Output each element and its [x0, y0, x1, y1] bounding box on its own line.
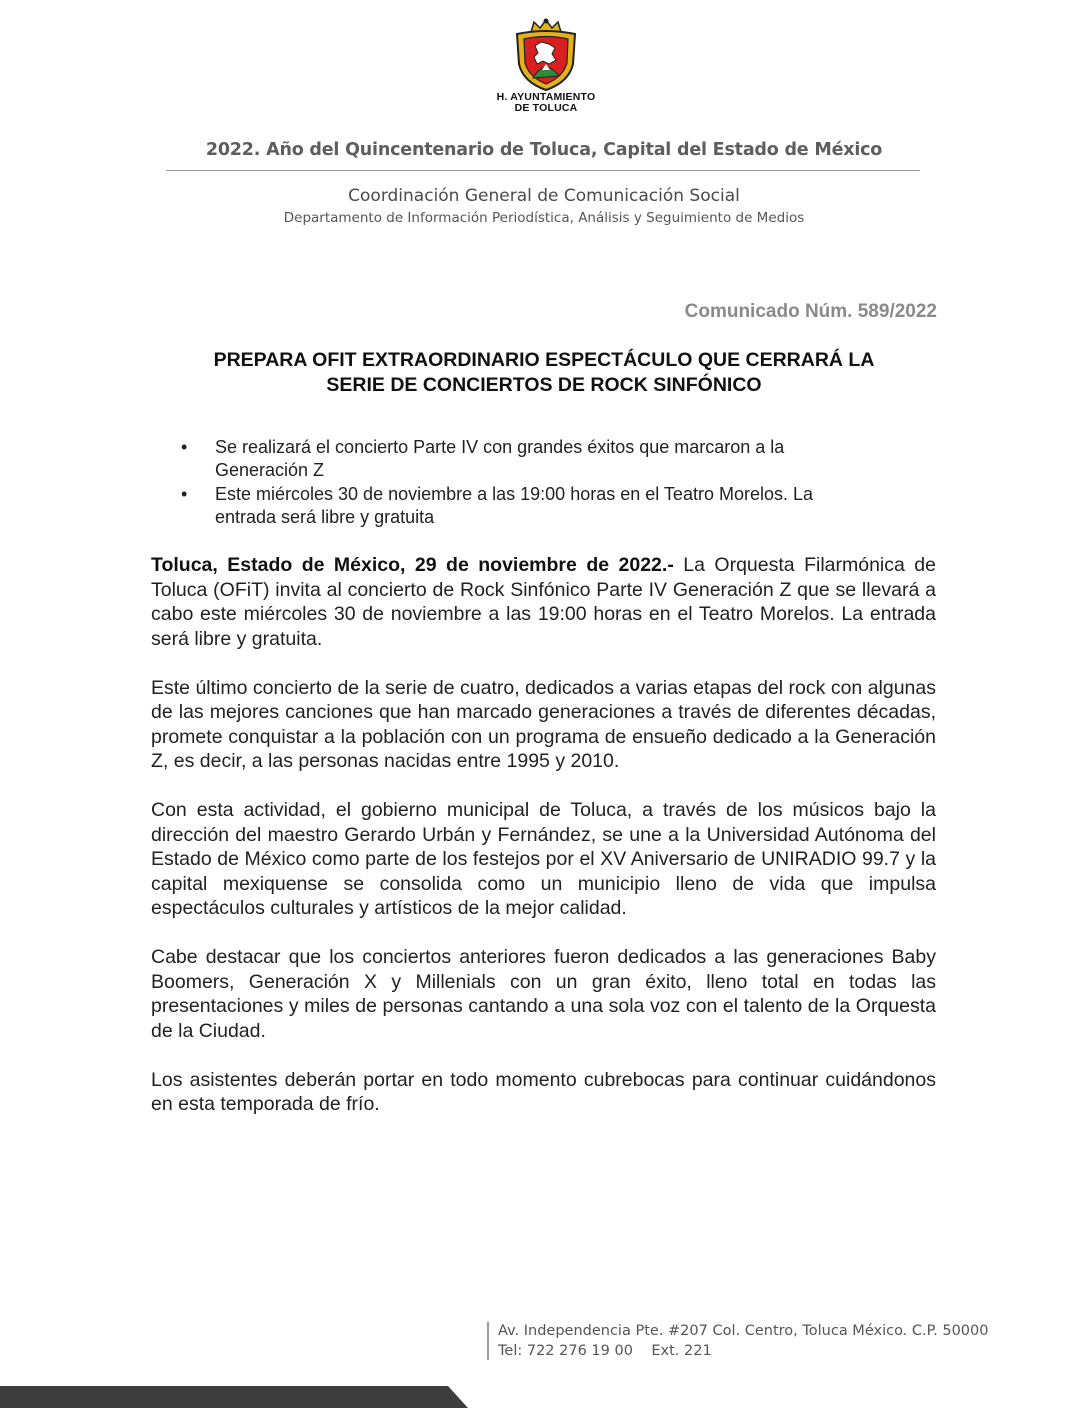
department-title: Departamento de Información Periodística, Análisis y Seguimiento de Medios — [283, 210, 805, 226]
summary-bullets — [0, 436, 1088, 530]
headline-line-2: SERIE DE CONCIERTOS DE ROCK SINFÓNICO — [326, 374, 762, 396]
footer-contact — [498, 1321, 988, 1361]
toluca-coat-of-arms-icon — [511, 18, 581, 92]
headline-line-1: PREPARA OFIT EXTRAORDINARIO ESPECTÁCULO QUE CERRARÁ LA — [213, 349, 875, 371]
paragraph-5: Los asistentes deberán portar en todo momento cubrebocas para continuar cuidándonos en esta temporada de frío. — [151, 1068, 936, 1115]
paragraph-1 — [151, 553, 936, 651]
bullet-dot-icon: • — [181, 484, 188, 504]
release-body — [151, 553, 936, 1141]
coordination-title: Coordinación General de Comunicación Social — [348, 186, 740, 206]
bullet-item — [0, 436, 875, 482]
paragraph-1-text: La Orquesta Filarmónica de Toluca (OFiT) invita al concierto de Rock Sinfónico Parte IV Generación Z que se llevará a cabo este miércoles 30 de noviembre a las 19:00 horas en el Teatro Morelos. La entrada será libre y gratuita. — [151, 554, 936, 650]
footer-band — [0, 1386, 470, 1408]
paragraph-4: Cabe destacar que los conciertos anteriores fueron dedicados a las generaciones Baby Boomers, Generación X y Millenials con un gran éxito, lleno total en todas las presentaciones y miles de personas cantando a una sola voz con el talento de la Orquesta de la Ciudad. — [151, 946, 936, 1042]
release-number: Comunicado Núm. 589/2022 — [684, 301, 937, 322]
year-motto: 2022. Año del Quincentenario de Toluca, Capital del Estado de México — [205, 140, 883, 160]
paragraph-3: Con esta actividad, el gobierno municipal de Toluca, a través de los músicos bajo la dirección del maestro Gerardo Urbán y Fernández, se une a la Universidad Autónoma del Estado de México como parte de los festejos por el XV Aniversario de UNIRADIO 99.7 y la capital mexiquense se consolida como un municipio lleno de vida que impulsa espectáculos culturales y artísticos de la mejor calidad. — [151, 799, 936, 919]
dateline: Toluca, Estado de México, 29 de noviembre de 2022.- — [151, 554, 674, 576]
bullet-item — [0, 483, 875, 529]
bullet-text: Este miércoles 30 de noviembre a las 19:00 horas en el Teatro Morelos. La entrada será libre y gratuita — [215, 484, 813, 527]
footer-phone: Tel: 722 276 19 00 Ext. 221 — [498, 1343, 712, 1359]
footer-address: Av. Independencia Pte. #207 Col. Centro, Toluca México. C.P. 50000 — [498, 1323, 989, 1339]
bullet-text: Se realizará el concierto Parte IV con grandes éxitos que marcaron a la Generación Z — [215, 437, 785, 480]
header-divider — [166, 170, 920, 171]
toluca-logo — [490, 18, 602, 120]
footer-divider — [487, 1322, 489, 1360]
headline — [152, 348, 936, 398]
paragraph-2: Este último concierto de la serie de cuatro, dedicados a varias etapas del rock con algunas de las mejores canciones que han marcado generaciones a través de diferentes décadas, promete conquistar a la población con un programa de ensueño dedicado a la Generación Z, es decir, a las personas nacidas entre 1995 y 2010. — [151, 676, 936, 772]
bullet-dot-icon: • — [181, 437, 188, 457]
logo-caption-line2: DE TOLUCA — [514, 102, 578, 114]
logo-caption-line1: H. AYUNTAMIENTO — [496, 91, 596, 103]
